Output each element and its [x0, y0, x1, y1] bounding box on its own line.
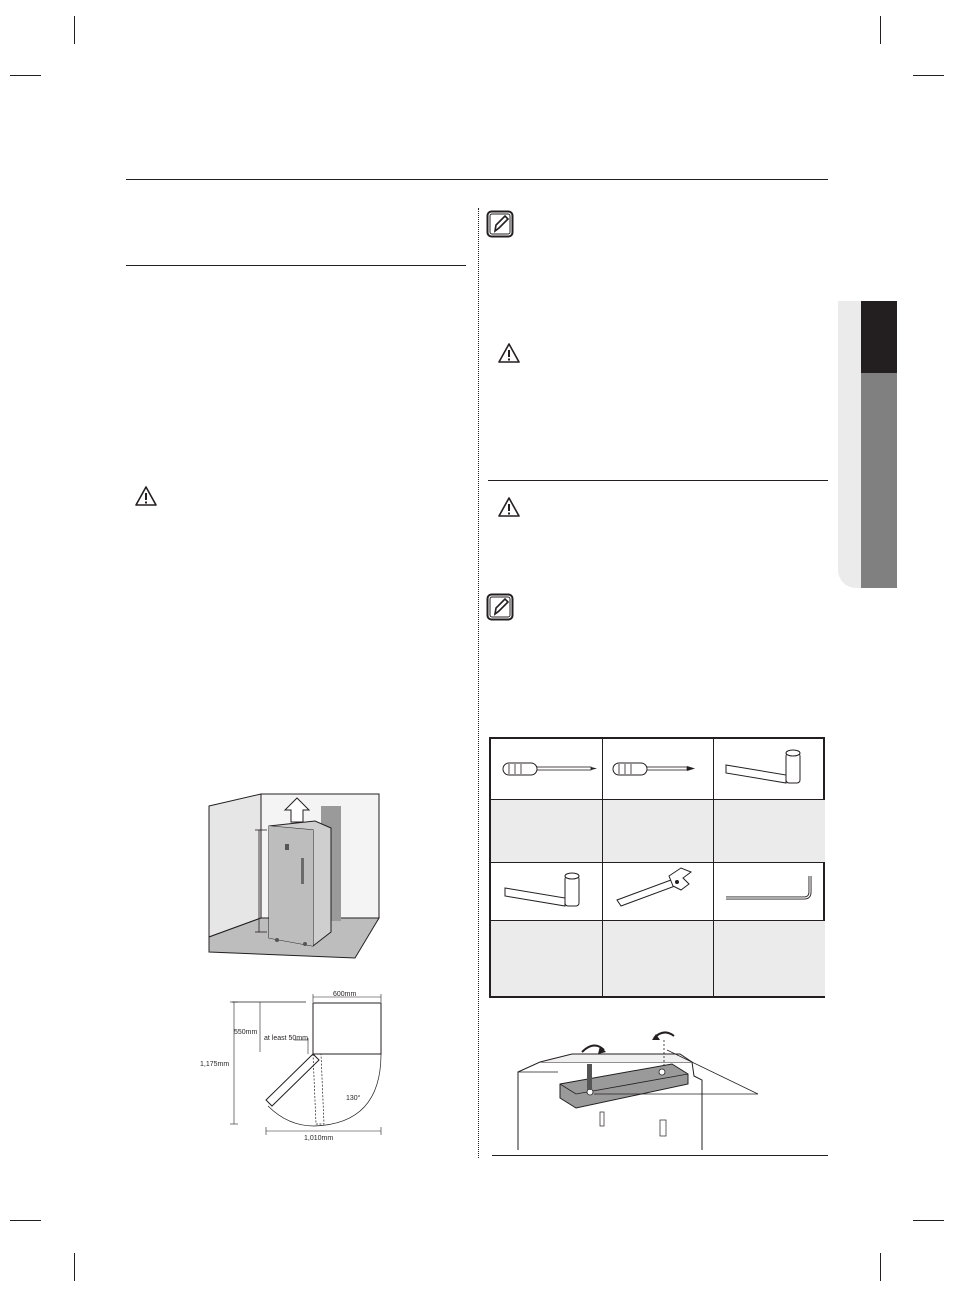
crop-mark — [913, 1220, 944, 1221]
crop-mark — [74, 16, 75, 44]
tool-label-cell — [491, 799, 603, 862]
side-tab-section — [861, 373, 897, 588]
dim-angle: 130° — [346, 1095, 361, 1102]
dim-height: 1,175mm — [200, 1061, 230, 1068]
crop-mark — [10, 75, 41, 76]
dim-width: 600mm — [333, 991, 357, 998]
tool-cell — [714, 862, 825, 920]
tool-label-cell — [714, 920, 825, 996]
table-grid-line — [491, 799, 825, 800]
header-rule — [126, 179, 828, 180]
table-grid-line — [713, 739, 714, 996]
dim-total-width: 1,010mm — [304, 1135, 334, 1142]
hex-key-icon — [720, 870, 820, 910]
hinge-cover-figure — [512, 1024, 782, 1150]
tool-label-cell — [714, 799, 825, 862]
tool-cell — [714, 739, 825, 799]
freezer-room-figure — [205, 792, 385, 960]
note-icon — [486, 210, 514, 238]
tool-label-cell — [603, 799, 714, 862]
figure-rule-bottom — [492, 1155, 828, 1156]
tool-cell — [491, 739, 603, 799]
crop-mark — [74, 1253, 75, 1281]
clearance-diagram — [196, 988, 396, 1143]
warning-icon — [497, 342, 521, 364]
tool-cell — [603, 739, 714, 799]
table-grid-line — [602, 739, 603, 996]
phillips-screwdriver-icon — [609, 755, 709, 785]
socket-wrench-icon — [720, 747, 820, 787]
table-grid-line — [491, 920, 825, 921]
note-icon — [486, 593, 514, 621]
crop-mark — [10, 1220, 41, 1221]
socket-wrench-icon — [499, 870, 599, 910]
column-divider — [478, 208, 479, 1158]
adjustable-wrench-icon — [609, 866, 709, 912]
side-tab-active — [861, 301, 897, 373]
warning-icon — [134, 485, 158, 507]
tool-label-cell — [491, 920, 603, 996]
tool-label-cell — [603, 920, 714, 996]
crop-mark — [880, 16, 881, 44]
crop-mark — [880, 1253, 881, 1281]
section-rule-left — [126, 265, 466, 266]
dim-gap — [264, 1035, 308, 1042]
side-tab-background — [838, 301, 861, 588]
tools-table — [489, 737, 825, 998]
tool-cell — [603, 862, 714, 920]
dim-gap-text: at least 50mm — [264, 1035, 308, 1042]
warning-icon — [497, 496, 521, 518]
table-grid-line — [491, 862, 825, 863]
dim-depth: 550mm — [234, 1029, 258, 1036]
tool-cell — [491, 862, 603, 920]
crop-mark — [913, 75, 944, 76]
section-rule-right — [488, 480, 828, 481]
flat-screwdriver-icon — [499, 755, 599, 785]
